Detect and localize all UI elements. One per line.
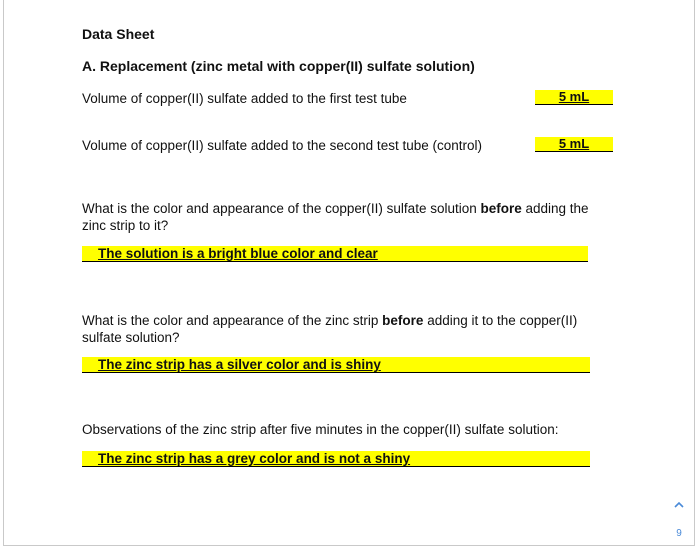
answer-3: The zinc strip has a grey color and is not a shiny [82,451,590,467]
question-2-prefix: What is the color and appearance of the zinc strip [82,313,383,328]
question-2 [82,312,612,346]
question-1-suffix: adding the zinc strip to it? [82,201,589,233]
sheet-title: Data Sheet [82,26,155,42]
row-1-value: 5 mL [535,90,613,105]
question-3: Observations of the zinc strip after five minutes in the copper(II) sulfate solution: [82,422,559,437]
row-1-label: Volume of copper(II) sulfate added to the first test tube [82,91,407,106]
question-2-bold: before [382,313,424,328]
row-2-label: Volume of copper(II) sulfate added to the second test tube (control) [82,138,482,153]
question-2-suffix: adding it to the copper(II) sulfate solution? [82,313,578,345]
question-1-bold: before [480,201,522,216]
answer-2: The zinc strip has a silver color and is shiny [82,357,590,373]
answer-1: The solution is a bright blue color and clear [82,246,588,262]
question-1 [82,200,612,234]
row-2-value: 5 mL [535,137,613,152]
question-1-prefix: What is the color and appearance of the copper(II) sulfate solution [82,201,481,216]
section-a-title: A. Replacement (zinc metal with copper(II) sulfate solution) [82,58,475,74]
page-number: 9 [676,528,682,539]
chevron-up-icon[interactable] [672,498,686,512]
